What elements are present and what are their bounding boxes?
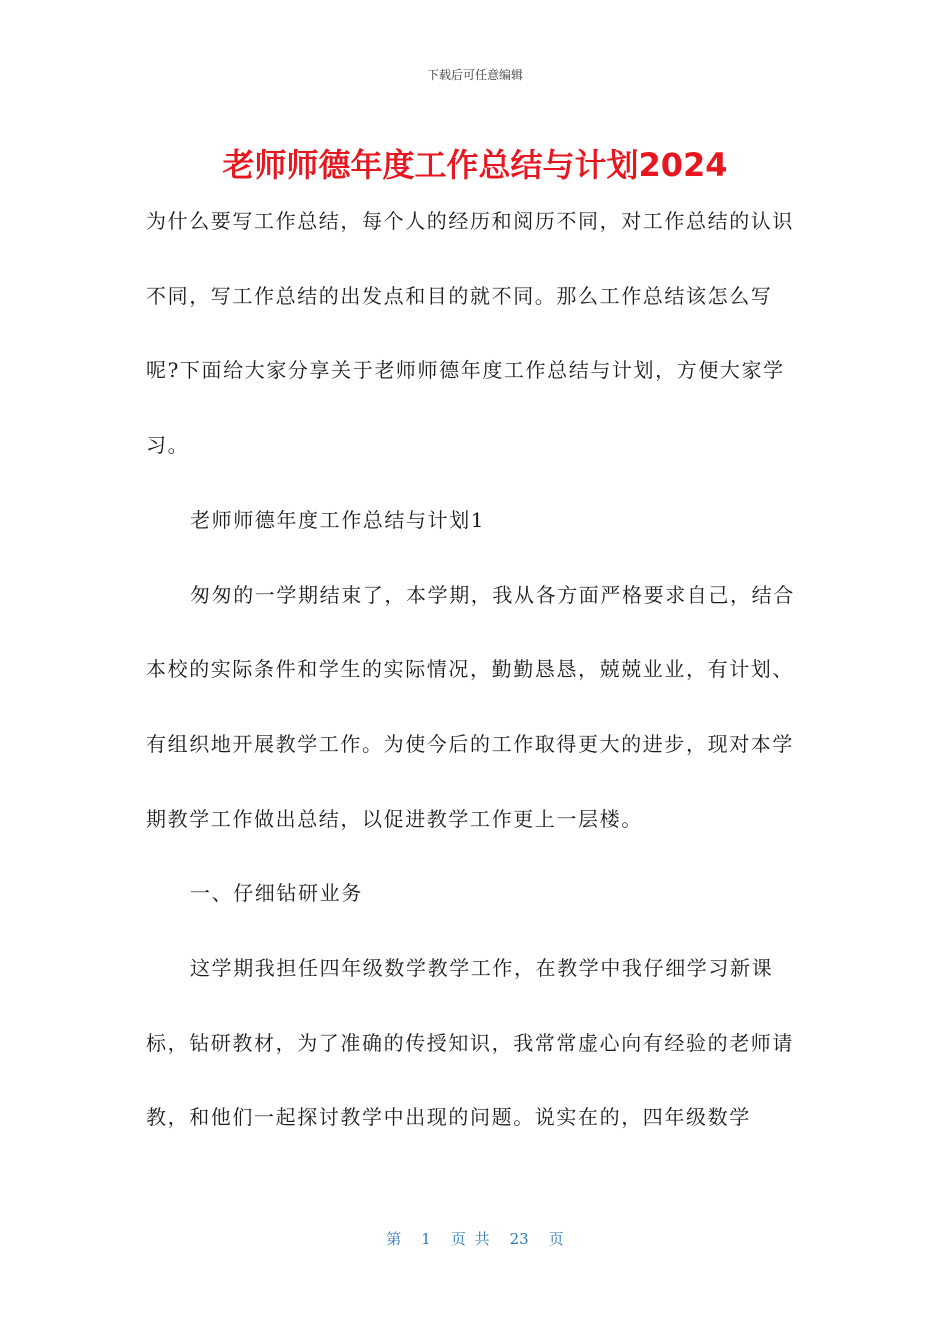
page-footer [0,1228,950,1249]
footer-label-pages: 页 [548,1230,564,1248]
section-heading-plan-1: 老师师德年度工作总结与计划1 [190,507,486,532]
paragraph-intro: 为什么要写工作总结，每个人的经历和阅历不同，对工作总结的认识不同，写工作总结的出发点和目的就不同。那么工作总结该怎么写呢?下面给大家分享关于老师师德年度工作总结与计划，方便大家学习。 [146,209,794,458]
footer-current-page: 1 [421,1230,431,1248]
subheading-study-business: 一、仔细钻研业务 [190,881,363,906]
document-body [146,184,806,1155]
footer-total-pages: 23 [509,1230,529,1248]
document-title: 老师师德年度工作总结与计划2024 [222,146,728,184]
header-note: 下载后可任意编辑 [426,68,523,82]
paragraph-semester-summary: 匆匆的一学期结束了，本学期，我从各方面严格要求自己，结合本校的实际条件和学生的实际情况，勤勤恳恳，兢兢业业，有计划、有组织地开展教学工作。为使今后的工作取得更大的进步，现对本学期教学工作做出总结，以促进教学工作更上一层楼。 [146,582,795,831]
footer-label-page: 第 [386,1230,402,1248]
paragraph-teaching-work: 这学期我担任四年级数学教学工作，在教学中我仔细学习新课标，钻研教材，为了准确的传授知识，我常常虚心向有经验的老师请教，和他们一起探讨教学中出现的问题。说实在的，四年级数学 [146,956,794,1130]
footer-label-of: 页 共 [450,1230,490,1248]
